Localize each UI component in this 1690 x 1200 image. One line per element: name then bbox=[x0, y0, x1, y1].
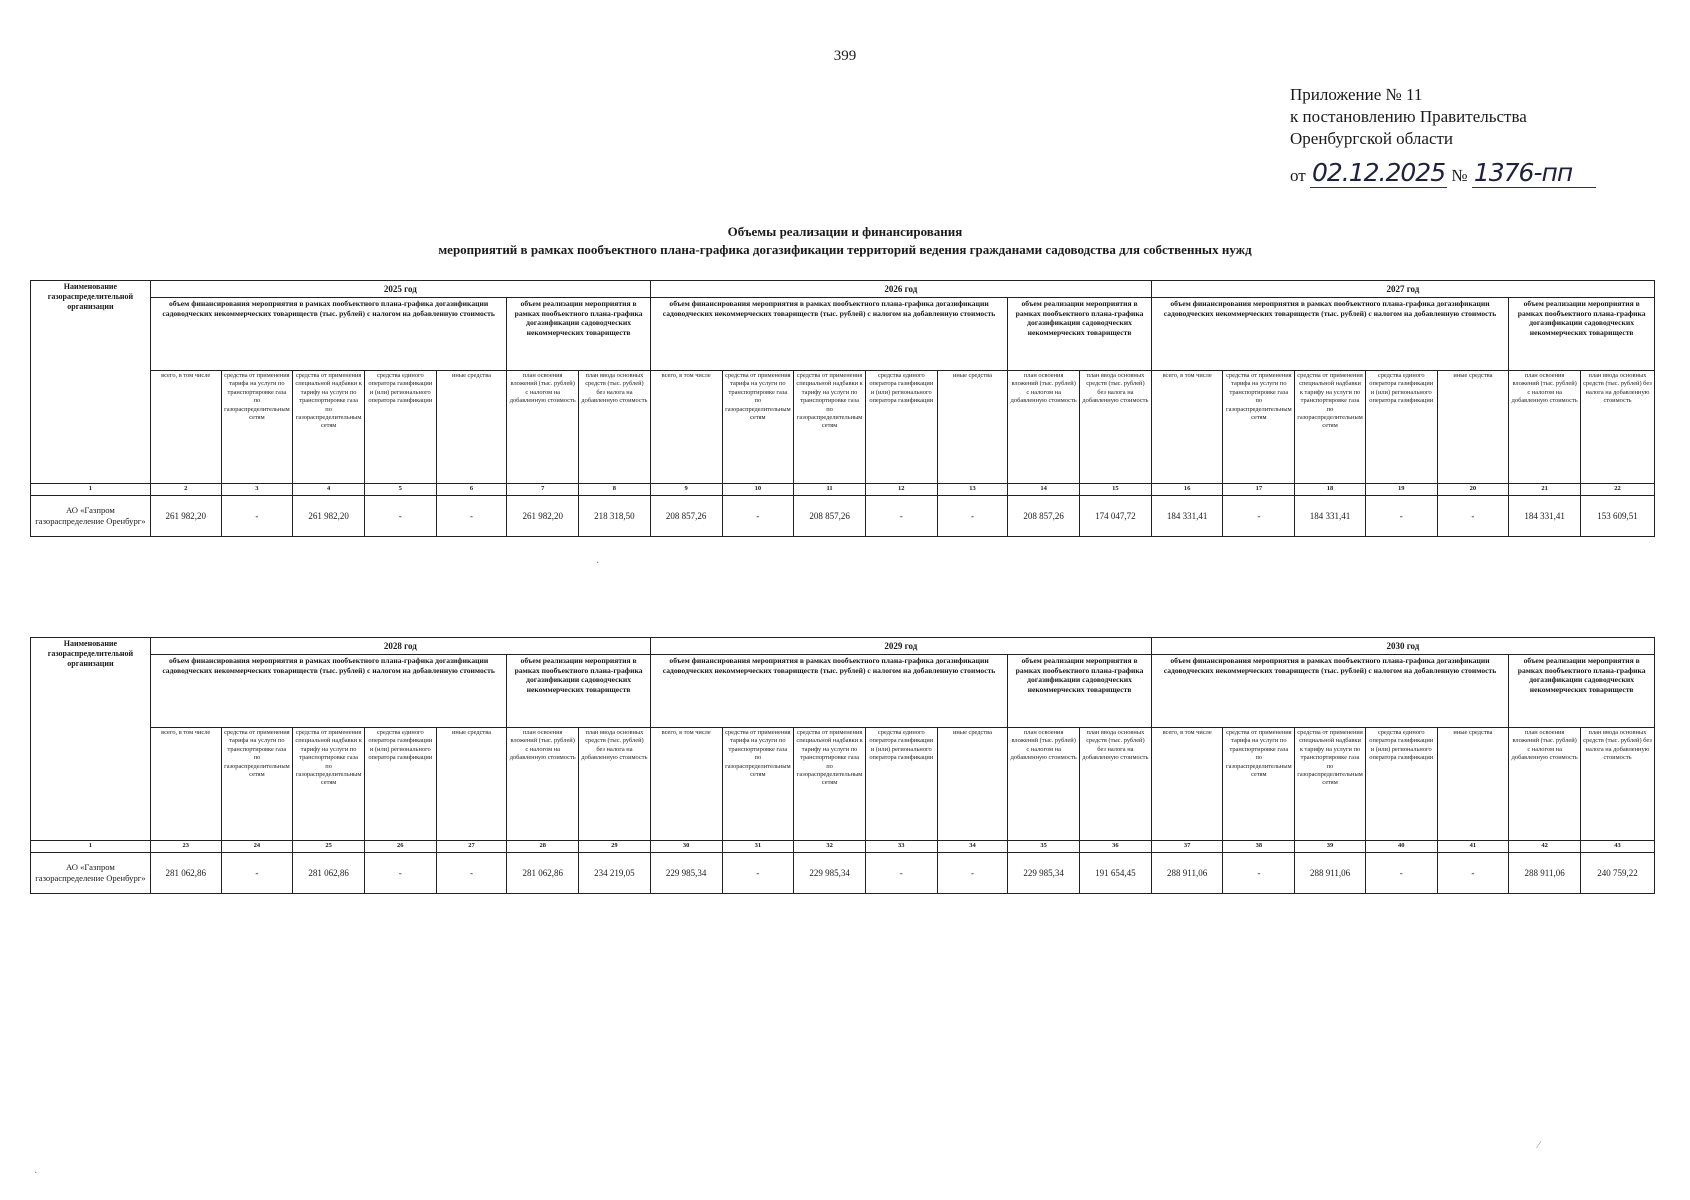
column-number: 27 bbox=[436, 841, 507, 853]
subcolumn-header-investment: план освоения вложений (тыс. рублей) с налогом на добавленную стоимость bbox=[507, 371, 579, 484]
subcolumn-header-total: всего, в том числе bbox=[150, 728, 221, 841]
column-number-row bbox=[31, 484, 1655, 496]
appendix-line-2: к постановлению Правительства bbox=[1290, 107, 1527, 126]
subcolumn-header-tariff: средства от применения тарифа на услуги по транспортировке газа по газораспределительным сетям bbox=[221, 371, 293, 484]
financing-group-header: объем финансирования мероприятия в рамках пообъектного плана-графика догазификации садоводческих некоммерческих товариществ (тыс. рублей) с налогом на добавленную стоимость bbox=[650, 655, 1008, 728]
column-number: 25 bbox=[293, 841, 365, 853]
org-name-cell: АО «Газпром газораспределение Оренбург» bbox=[31, 496, 151, 537]
value-cell: 229 985,34 bbox=[650, 853, 722, 894]
value-cell: 229 985,34 bbox=[1008, 853, 1080, 894]
column-number: 32 bbox=[794, 841, 866, 853]
header-row-subcolumns bbox=[31, 728, 1655, 841]
subcolumn-header-total: всего, в том числе bbox=[650, 728, 722, 841]
value-cell: 261 982,20 bbox=[150, 496, 221, 537]
value-cell: - bbox=[1437, 853, 1509, 894]
year-header: 2030 год bbox=[1151, 638, 1654, 655]
value-cell: 174 047,72 bbox=[1080, 496, 1152, 537]
column-number: 15 bbox=[1080, 484, 1152, 496]
scan-mark: · bbox=[34, 1168, 38, 1179]
column-number: 1 bbox=[31, 484, 151, 496]
value-cell: 208 857,26 bbox=[650, 496, 722, 537]
year-header: 2026 год bbox=[650, 281, 1151, 298]
subcolumn-header-special: средства от применения специальной надбавки к тарифу на услуги по транспортировке газа по газораспределительным сетям bbox=[1295, 728, 1366, 841]
value-cell: - bbox=[865, 496, 937, 537]
column-number: 9 bbox=[650, 484, 722, 496]
column-number: 18 bbox=[1295, 484, 1366, 496]
value-cell: 281 062,86 bbox=[293, 853, 365, 894]
value-cell: - bbox=[1437, 496, 1509, 537]
subcolumn-header-tariff: средства от применения тарифа на услуги по транспортировке газа по газораспределительным сетям bbox=[722, 728, 794, 841]
realization-group-header: объем реализации мероприятия в рамках пообъектного плана-графика догазификации садоводческих некоммерческих товариществ bbox=[1509, 655, 1655, 728]
realization-group-header: объем реализации мероприятия в рамках пообъектного плана-графика догазификации садоводческих некоммерческих товариществ bbox=[507, 655, 650, 728]
org-name-header: Наименование газораспределительной организации bbox=[31, 638, 151, 841]
column-number: 16 bbox=[1151, 484, 1223, 496]
value-cell: 184 331,41 bbox=[1509, 496, 1581, 537]
column-number: 10 bbox=[722, 484, 794, 496]
year-header: 2028 год bbox=[150, 638, 650, 655]
value-cell: - bbox=[865, 853, 937, 894]
subcolumn-header-other: иные средства bbox=[937, 371, 1008, 484]
value-cell: 261 982,20 bbox=[293, 496, 365, 537]
financing-group-header: объем финансирования мероприятия в рамках пообъектного плана-графика догазификации садоводческих некоммерческих товариществ (тыс. рублей) с налогом на добавленную стоимость bbox=[650, 298, 1008, 371]
org-name-header: Наименование газораспределительной организации bbox=[31, 281, 151, 484]
value-cell: 184 331,41 bbox=[1151, 496, 1223, 537]
value-cell: 208 857,26 bbox=[794, 496, 866, 537]
subcolumn-header-other: иные средства bbox=[436, 728, 507, 841]
subcolumn-header-fixed-assets: план ввода основных средств (тыс. рублей) без налога на добавленную стоимость bbox=[1580, 728, 1654, 841]
column-number: 8 bbox=[579, 484, 651, 496]
financing-table-2028-2030 bbox=[30, 637, 1655, 894]
column-number: 21 bbox=[1509, 484, 1581, 496]
table-row bbox=[31, 496, 1655, 537]
financing-table-2025-2027 bbox=[30, 280, 1655, 537]
column-number: 33 bbox=[865, 841, 937, 853]
value-cell: - bbox=[1365, 496, 1437, 537]
subcolumn-header-special: средства от применения специальной надбавки к тарифу на услуги по транспортировке газа по газораспределительным сетям bbox=[293, 371, 365, 484]
subcolumn-header-other: иные средства bbox=[937, 728, 1008, 841]
column-number: 29 bbox=[579, 841, 651, 853]
subcolumn-header-investment: план освоения вложений (тыс. рублей) с налогом на добавленную стоимость bbox=[1008, 728, 1080, 841]
subcolumn-header-tariff: средства от применения тарифа на услуги по транспортировке газа по газораспределительным сетям bbox=[722, 371, 794, 484]
subcolumn-header-fixed-assets: план ввода основных средств (тыс. рублей) без налога на добавленную стоимость bbox=[1080, 371, 1152, 484]
column-number: 31 bbox=[722, 841, 794, 853]
column-number: 13 bbox=[937, 484, 1008, 496]
value-cell: - bbox=[937, 496, 1008, 537]
column-number: 37 bbox=[1151, 841, 1223, 853]
column-number: 23 bbox=[150, 841, 221, 853]
from-label: от bbox=[1290, 166, 1306, 185]
column-number: 36 bbox=[1080, 841, 1152, 853]
subcolumn-header-tariff: средства от применения тарифа на услуги по транспортировке газа по газораспределительным сетям bbox=[1223, 371, 1295, 484]
subcolumn-header-special: средства от применения специальной надбавки к тарифу на услуги по транспортировке газа по газораспределительным сетям bbox=[794, 371, 866, 484]
subcolumn-header-total: всего, в том числе bbox=[650, 371, 722, 484]
column-number: 1 bbox=[31, 841, 151, 853]
subcolumn-header-total: всего, в том числе bbox=[1151, 371, 1223, 484]
column-number: 6 bbox=[436, 484, 507, 496]
subcolumn-header-fixed-assets: план ввода основных средств (тыс. рублей) без налога на добавленную стоимость bbox=[579, 728, 651, 841]
financing-group-header: объем финансирования мероприятия в рамках пообъектного плана-графика догазификации садоводческих некоммерческих товариществ (тыс. рублей) с налогом на добавленную стоимость bbox=[150, 655, 506, 728]
column-number: 43 bbox=[1580, 841, 1654, 853]
appendix-line-3: Оренбургской области bbox=[1290, 129, 1454, 148]
subcolumn-header-total: всего, в том числе bbox=[1151, 728, 1223, 841]
header-row-groups bbox=[31, 655, 1655, 728]
value-cell: 191 654,45 bbox=[1080, 853, 1152, 894]
realization-group-header: объем реализации мероприятия в рамках пообъектного плана-графика догазификации садоводческих некоммерческих товариществ bbox=[1008, 655, 1151, 728]
realization-group-header: объем реализации мероприятия в рамках пообъектного плана-графика догазификации садоводческих некоммерческих товариществ bbox=[1008, 298, 1151, 371]
value-cell: - bbox=[722, 853, 794, 894]
subcolumn-header-other: иные средства bbox=[1437, 371, 1509, 484]
realization-group-header: объем реализации мероприятия в рамках пообъектного плана-графика догазификации садоводческих некоммерческих товариществ bbox=[507, 298, 650, 371]
number-label: № bbox=[1451, 166, 1468, 185]
subcolumn-header-tariff: средства от применения тарифа на услуги по транспортировке газа по газораспределительным сетям bbox=[1223, 728, 1295, 841]
subcolumn-header-total: всего, в том числе bbox=[150, 371, 221, 484]
subcolumn-header-investment: план освоения вложений (тыс. рублей) с налогом на добавленную стоимость bbox=[1008, 371, 1080, 484]
subcolumn-header-operator: средства единого оператора газификации и (или) регионального оператора газификации bbox=[364, 371, 436, 484]
column-number: 24 bbox=[221, 841, 293, 853]
column-number: 5 bbox=[364, 484, 436, 496]
value-cell: 153 609,51 bbox=[1580, 496, 1654, 537]
subcolumn-header-tariff: средства от применения тарифа на услуги по транспортировке газа по газораспределительным сетям bbox=[221, 728, 293, 841]
subcolumn-header-fixed-assets: план ввода основных средств (тыс. рублей) без налога на добавленную стоимость bbox=[1580, 371, 1654, 484]
scan-mark: ⁄ bbox=[1538, 1140, 1540, 1151]
column-number: 2 bbox=[150, 484, 221, 496]
financing-group-header: объем финансирования мероприятия в рамках пообъектного плана-графика догазификации садоводческих некоммерческих товариществ (тыс. рублей) с налогом на добавленную стоимость bbox=[1151, 655, 1509, 728]
subcolumn-header-other: иные средства bbox=[436, 371, 507, 484]
value-cell: - bbox=[221, 853, 293, 894]
subcolumn-header-operator: средства единого оператора газификации и (или) регионального оператора газификации bbox=[865, 728, 937, 841]
subcolumn-header-fixed-assets: план ввода основных средств (тыс. рублей) без налога на добавленную стоимость bbox=[1080, 728, 1152, 841]
header-row-years bbox=[31, 638, 1655, 655]
column-number: 17 bbox=[1223, 484, 1295, 496]
column-number: 11 bbox=[794, 484, 866, 496]
value-cell: - bbox=[937, 853, 1008, 894]
subcolumn-header-special: средства от применения специальной надбавки к тарифу на услуги по транспортировке газа по газораспределительным сетям bbox=[1295, 371, 1366, 484]
subcolumn-header-special: средства от применения специальной надбавки к тарифу на услуги по транспортировке газа по газораспределительным сетям bbox=[293, 728, 365, 841]
header-row-years bbox=[31, 281, 1655, 298]
value-cell: 281 062,86 bbox=[150, 853, 221, 894]
column-number: 26 bbox=[364, 841, 436, 853]
value-cell: - bbox=[436, 496, 507, 537]
table-row bbox=[31, 853, 1655, 894]
subcolumn-header-investment: план освоения вложений (тыс. рублей) с налогом на добавленную стоимость bbox=[1509, 728, 1581, 841]
page-number: 399 bbox=[833, 48, 857, 64]
subcolumn-header-special: средства от применения специальной надбавки к тарифу на услуги по транспортировке газа по газораспределительным сетям bbox=[794, 728, 866, 841]
column-number: 22 bbox=[1580, 484, 1654, 496]
year-header: 2027 год bbox=[1151, 281, 1654, 298]
column-number: 12 bbox=[865, 484, 937, 496]
appendix-block bbox=[1290, 84, 1527, 150]
column-number: 14 bbox=[1008, 484, 1080, 496]
value-cell: 288 911,06 bbox=[1295, 853, 1366, 894]
value-cell: 208 857,26 bbox=[1008, 496, 1080, 537]
value-cell: - bbox=[221, 496, 293, 537]
column-number: 7 bbox=[507, 484, 579, 496]
value-cell: 218 318,50 bbox=[579, 496, 651, 537]
column-number: 39 bbox=[1295, 841, 1366, 853]
column-number: 41 bbox=[1437, 841, 1509, 853]
subcolumn-header-operator: средства единого оператора газификации и (или) регионального оператора газификации bbox=[865, 371, 937, 484]
resolution-date-number bbox=[1290, 158, 1596, 188]
value-cell: 234 219,05 bbox=[579, 853, 651, 894]
document-title-line-1: Объемы реализации и финансирования bbox=[727, 224, 963, 239]
subcolumn-header-operator: средства единого оператора газификации и (или) регионального оператора газификации bbox=[1365, 371, 1437, 484]
column-number: 30 bbox=[650, 841, 722, 853]
handwritten-date: 02.12.2025 bbox=[1311, 158, 1446, 187]
year-header: 2025 год bbox=[150, 281, 650, 298]
appendix-line-1: Приложение № 11 bbox=[1290, 85, 1423, 104]
column-number: 3 bbox=[221, 484, 293, 496]
column-number: 42 bbox=[1509, 841, 1581, 853]
header-row-groups bbox=[31, 298, 1655, 371]
subcolumn-header-operator: средства единого оператора газификации и (или) регионального оператора газификации bbox=[1365, 728, 1437, 841]
financing-group-header: объем финансирования мероприятия в рамках пообъектного плана-графика догазификации садоводческих некоммерческих товариществ (тыс. рублей) с налогом на добавленную стоимость bbox=[1151, 298, 1509, 371]
value-cell: - bbox=[1223, 853, 1295, 894]
header-row-subcolumns bbox=[31, 371, 1655, 484]
value-cell: 184 331,41 bbox=[1295, 496, 1366, 537]
value-cell: 229 985,34 bbox=[794, 853, 866, 894]
year-header: 2029 год bbox=[650, 638, 1151, 655]
subcolumn-header-investment: план освоения вложений (тыс. рублей) с налогом на добавленную стоимость bbox=[1509, 371, 1581, 484]
handwritten-number: 1376-пп bbox=[1472, 158, 1596, 188]
column-number-row bbox=[31, 841, 1655, 853]
column-number: 28 bbox=[507, 841, 579, 853]
value-cell: 288 911,06 bbox=[1151, 853, 1223, 894]
value-cell: - bbox=[436, 853, 507, 894]
document-title-line-2: мероприятий в рамках пообъектного плана-графика догазификации территорий ведения гражданами садоводства для собственных нужд bbox=[438, 242, 1252, 257]
column-number: 20 bbox=[1437, 484, 1509, 496]
column-number: 38 bbox=[1223, 841, 1295, 853]
value-cell: 288 911,06 bbox=[1509, 853, 1581, 894]
value-cell: - bbox=[364, 496, 436, 537]
column-number: 4 bbox=[293, 484, 365, 496]
value-cell: - bbox=[1223, 496, 1295, 537]
subcolumn-header-fixed-assets: план ввода основных средств (тыс. рублей) без налога на добавленную стоимость bbox=[579, 371, 651, 484]
subcolumn-header-investment: план освоения вложений (тыс. рублей) с налогом на добавленную стоимость bbox=[507, 728, 579, 841]
column-number: 35 bbox=[1008, 841, 1080, 853]
scan-mark: · bbox=[596, 558, 600, 569]
value-cell: 240 759,22 bbox=[1580, 853, 1654, 894]
value-cell: - bbox=[722, 496, 794, 537]
realization-group-header: объем реализации мероприятия в рамках пообъектного плана-графика догазификации садоводческих некоммерческих товариществ bbox=[1509, 298, 1655, 371]
column-number: 40 bbox=[1365, 841, 1437, 853]
financing-group-header: объем финансирования мероприятия в рамках пообъектного плана-графика догазификации садоводческих некоммерческих товариществ (тыс. рублей) с налогом на добавленную стоимость bbox=[150, 298, 506, 371]
value-cell: 281 062,86 bbox=[507, 853, 579, 894]
value-cell: - bbox=[1365, 853, 1437, 894]
subcolumn-header-other: иные средства bbox=[1437, 728, 1509, 841]
subcolumn-header-operator: средства единого оператора газификации и (или) регионального оператора газификации bbox=[364, 728, 436, 841]
org-name-cell: АО «Газпром газораспределение Оренбург» bbox=[31, 853, 151, 894]
column-number: 19 bbox=[1365, 484, 1437, 496]
value-cell: 261 982,20 bbox=[507, 496, 579, 537]
column-number: 34 bbox=[937, 841, 1008, 853]
value-cell: - bbox=[364, 853, 436, 894]
